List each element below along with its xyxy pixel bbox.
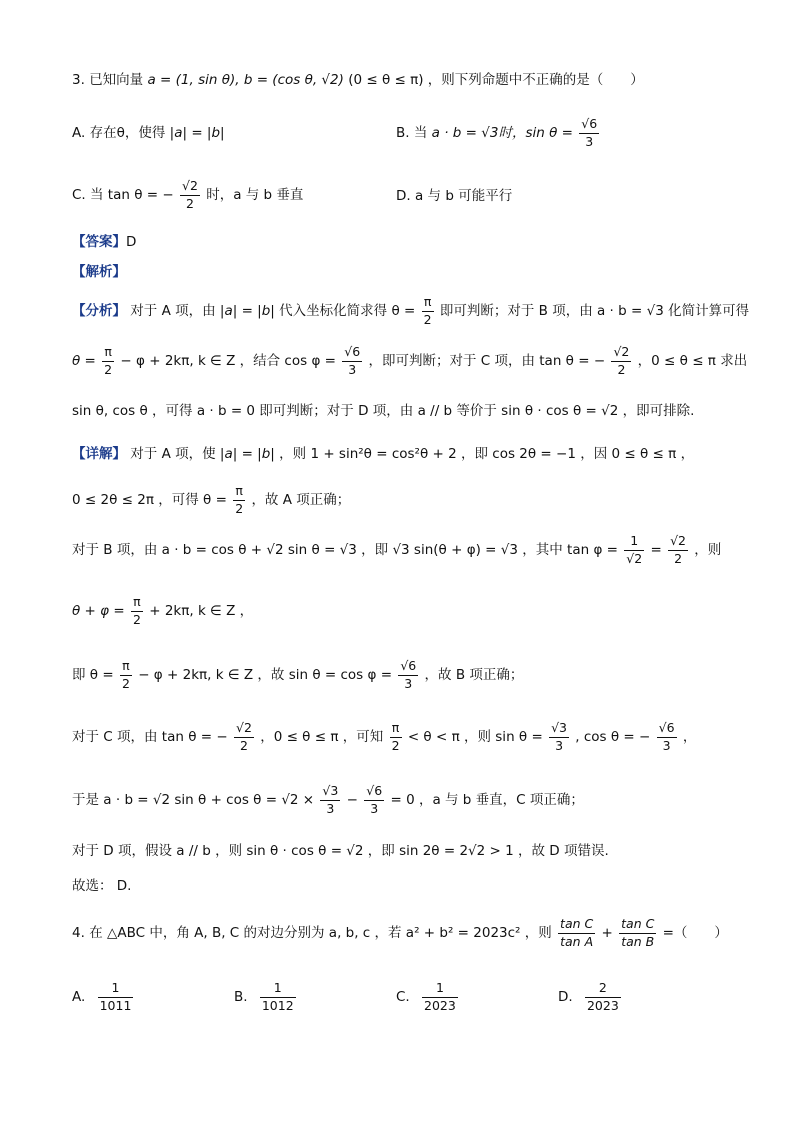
denominator: 2: [104, 361, 113, 377]
denominator: 1012: [261, 997, 294, 1013]
xiangjie-line-6: [72, 722, 696, 752]
q3-range: (0 ≤ θ ≤ π): [348, 72, 424, 88]
numerator: √6: [342, 346, 362, 362]
denominator: 2023: [586, 997, 619, 1013]
answer-tag: 【答案】: [72, 234, 126, 250]
q4-stem-tail: =（ ）: [662, 925, 728, 941]
fraction: [585, 982, 621, 1012]
q3-vector-b: b = (cos θ, √2): [243, 72, 344, 88]
fraction: [98, 982, 134, 1012]
numerator: √6: [364, 785, 384, 801]
option-label: C.: [396, 989, 410, 1005]
fraction: [579, 118, 599, 148]
option-label: D.: [396, 188, 411, 204]
text: − φ + 2kπ, k ∈ Z ，结合 cos φ =: [120, 353, 336, 369]
fraction: [233, 485, 245, 515]
text: ，即可判断；对于 C 项，由 tan θ = −: [368, 353, 606, 369]
analysis-tag: 【解析】: [72, 264, 126, 280]
denominator: 2: [239, 737, 248, 753]
fraction: [102, 346, 114, 376]
denominator: 2: [235, 500, 244, 516]
text: 代入坐标化简求得 θ =: [279, 303, 416, 319]
fraction: [549, 722, 569, 752]
option-label: C.: [72, 187, 86, 203]
fraction: [611, 346, 631, 376]
denominator: tan A: [560, 933, 594, 949]
option-label: A.: [72, 125, 86, 141]
text: −: [346, 792, 358, 808]
answer-value: D: [126, 234, 137, 250]
fraction: [668, 535, 688, 565]
q4-option-d: [558, 982, 623, 1012]
denominator: 1011: [99, 997, 132, 1013]
denominator: 2: [391, 737, 400, 753]
denominator: 3: [326, 800, 335, 816]
numerator: tan C: [619, 918, 656, 934]
q4-stem-text: 在 △ABC 中，角 A, B, C 的对边分别为 a, b, c ，若 a² + b² = 2023c² ，则: [89, 925, 552, 941]
text: 对于 C 项，由 tan θ = −: [72, 729, 228, 745]
fraction: [390, 722, 402, 752]
fraction: [619, 918, 656, 948]
q3-vector-a: a = (1, sin θ),: [147, 72, 240, 88]
fraction: [422, 296, 434, 326]
numerator: 2: [585, 982, 621, 998]
numerator: π: [131, 596, 143, 612]
text: ，故 B 项正确；: [424, 667, 524, 683]
numerator: π: [102, 346, 114, 362]
numerator: tan C: [558, 918, 595, 934]
fraction: [422, 982, 458, 1012]
fraction: [342, 346, 362, 376]
text: 于是 a · b = √2 sin θ + cos θ = √2 ×: [72, 792, 315, 808]
numerator: 1: [98, 982, 134, 998]
q4-option-c: [396, 982, 460, 1012]
q4-option-b: [234, 982, 298, 1012]
denominator: 3: [348, 361, 357, 377]
option-tail: 时，a 与 b 垂直: [206, 187, 304, 203]
text: 即可判断；对于 B 项，由 a · b = √3 化简计算可得: [439, 303, 750, 319]
q3-stem-tail: ，则下列命题中不正确的是（ ）: [427, 72, 644, 88]
fraction: [260, 982, 296, 1012]
xiangjie-line-2: [72, 485, 350, 515]
q3-option-d: [396, 190, 512, 204]
fraction: [234, 722, 254, 752]
xiangjie-line-5: [72, 660, 523, 690]
xiangjie-line-8: 对于 D 项，假设 a // b ，则 sin θ · cos θ = √2 ，即 sin 2θ = 2√2 > 1 ，故 D 项错误.: [72, 843, 609, 859]
q4-number: 4.: [72, 925, 85, 941]
numerator: 1: [624, 535, 644, 551]
option-text: 存在θ，使得: [89, 125, 166, 141]
denominator: 3: [404, 675, 413, 691]
denominator: 2: [185, 195, 194, 211]
denominator: √2: [626, 550, 643, 566]
fenxi-line-2: [72, 346, 747, 376]
denominator: 2: [423, 311, 432, 327]
fraction: [558, 918, 595, 948]
numerator: √6: [657, 722, 677, 738]
fraction: [180, 180, 200, 210]
text: 对于 A 项，由: [130, 303, 216, 319]
numerator: 1: [260, 982, 296, 998]
denominator: 3: [585, 133, 594, 149]
math: |a| = |b|: [219, 303, 275, 319]
plus-sign: +: [601, 925, 613, 941]
text: + 2kπ, k ∈ Z ，: [149, 603, 254, 619]
xiangjie-line-3: [72, 535, 721, 565]
option-text: a 与 b 可能平行: [414, 188, 513, 204]
option-math: |a| = |b|: [169, 125, 225, 141]
numerator: √2: [180, 180, 200, 196]
text: ，则 1 + sin²θ = cos²θ + 2 ，即 cos 2θ = −1 ，因 0 ≤ θ ≤ π ，: [279, 446, 695, 462]
option-text: 当: [413, 125, 428, 141]
denominator: 3: [370, 800, 379, 816]
numerator: √2: [611, 346, 631, 362]
text: ，: [682, 729, 697, 745]
xiangjie-line-4: [72, 596, 253, 626]
q4-option-a: [72, 982, 135, 1012]
q3-stem-text: 已知向量: [89, 72, 144, 88]
q3-option-c: [72, 180, 303, 210]
answer-line: [72, 236, 136, 250]
text: =: [650, 542, 662, 558]
numerator: √3: [320, 785, 340, 801]
text: ，故 A 项正确；: [251, 492, 351, 508]
text: 对于 B 项，由 a · b = cos θ + √2 sin θ = √3 ，即 √3 sin(θ + φ) = √3 ，其中 tan φ =: [72, 542, 618, 558]
text: < θ < π ，则 sin θ =: [407, 729, 543, 745]
math: θ =: [72, 353, 96, 369]
numerator: √6: [398, 660, 418, 676]
text: ，则: [694, 542, 722, 558]
xiangjie-tag: 【详解】: [72, 446, 126, 462]
text: 0 ≤ 2θ ≤ 2π ，可得 θ =: [72, 492, 227, 508]
text: , cos θ = −: [575, 729, 651, 745]
fraction: [398, 660, 418, 690]
fraction: [364, 785, 384, 815]
text: ，0 ≤ θ ≤ π 求出: [637, 353, 748, 369]
math: θ + φ =: [72, 603, 125, 619]
q3-option-b: [396, 118, 601, 148]
denominator: 2023: [424, 997, 456, 1013]
math: |a| = |b|: [219, 446, 275, 462]
option-label: B.: [234, 989, 248, 1005]
fraction: [320, 785, 340, 815]
q3-option-a: [72, 127, 225, 141]
numerator: π: [120, 660, 132, 676]
option-text: 当 tan θ = −: [90, 187, 174, 203]
numerator: 1: [422, 982, 458, 998]
numerator: π: [390, 722, 402, 738]
option-math: a · b = √3时，sin θ =: [431, 125, 573, 141]
fenxi-tag: 【分析】: [72, 303, 126, 319]
q3-stem: [72, 74, 644, 88]
denominator: 3: [555, 737, 564, 753]
fenxi-line-1: [72, 296, 749, 326]
text: 即 θ =: [72, 667, 114, 683]
numerator: π: [422, 296, 434, 312]
text: − φ + 2kπ, k ∈ Z ，故 sin θ = cos φ =: [138, 667, 393, 683]
xiangjie-line-7: [72, 785, 584, 815]
text: ，0 ≤ θ ≤ π ，可知: [260, 729, 384, 745]
denominator: 2: [674, 550, 683, 566]
q3-number: 3.: [72, 72, 85, 88]
text: 对于 A 项，使: [130, 446, 216, 462]
denominator: 2: [617, 361, 626, 377]
denominator: 2: [132, 611, 141, 627]
fraction: [624, 535, 644, 565]
q4-stem: [72, 918, 728, 948]
fraction: [120, 660, 132, 690]
xiangjie-line-1: [72, 448, 694, 462]
option-label: A.: [72, 989, 86, 1005]
option-label: B.: [396, 125, 410, 141]
denominator: 2: [121, 675, 130, 691]
numerator: √6: [579, 118, 599, 134]
option-label: D.: [558, 989, 573, 1005]
xiangjie-line-9: 故选： D.: [72, 878, 132, 894]
fraction: [131, 596, 143, 626]
numerator: √3: [549, 722, 569, 738]
fraction: [657, 722, 677, 752]
denominator: tan B: [621, 933, 655, 949]
numerator: √2: [668, 535, 688, 551]
fenxi-line-3: sin θ, cos θ ，可得 a · b = 0 即可判断；对于 D 项，由 a // b 等价于 sin θ · cos θ = √2 ，即可排除.: [72, 403, 695, 419]
text: = 0 ，a 与 b 垂直，C 项正确；: [390, 792, 584, 808]
numerator: π: [233, 485, 245, 501]
numerator: √2: [234, 722, 254, 738]
denominator: 3: [662, 737, 671, 753]
